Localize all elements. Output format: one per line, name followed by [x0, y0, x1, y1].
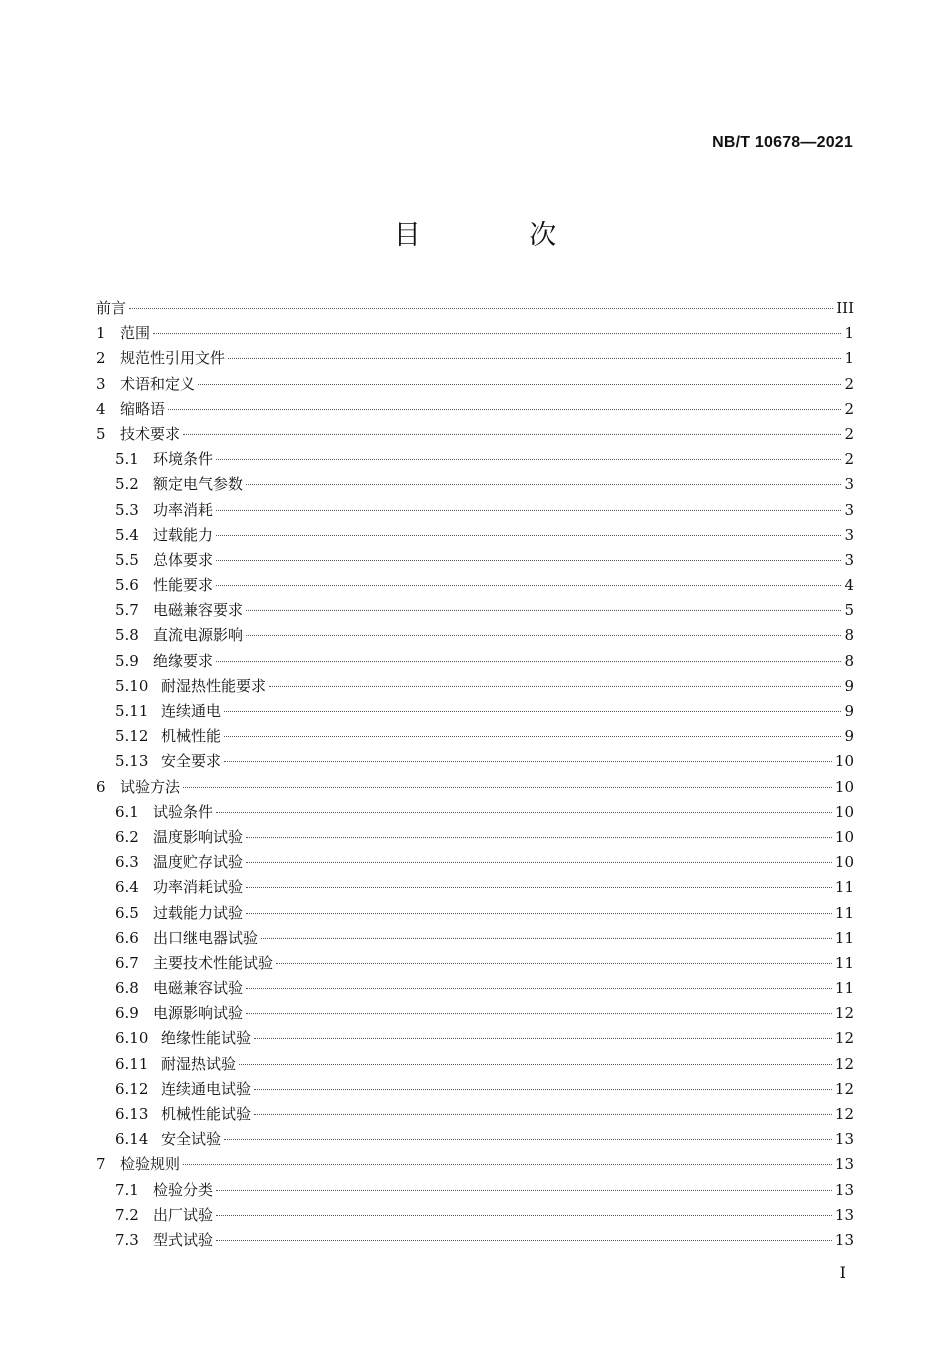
toc-entry[interactable] [96, 699, 854, 724]
toc-dot-leader [168, 409, 841, 410]
toc-entry-number: 5 [96, 424, 106, 443]
toc-entry[interactable] [96, 749, 854, 774]
toc-entry-number: 6.9 [115, 1004, 139, 1023]
toc-dot-leader [153, 333, 841, 334]
toc-entry-page: 2 [844, 450, 854, 469]
toc-entry[interactable] [96, 573, 854, 598]
toc-entry-page: 12 [834, 1079, 854, 1098]
toc-entry[interactable] [96, 397, 854, 422]
toc-entry-page: 10 [834, 802, 854, 821]
toc-entry-page: 11 [834, 928, 854, 947]
toc-entry-page: III [836, 299, 854, 317]
toc-dot-leader [129, 308, 833, 309]
toc-entry-label: 过载能力试验 [153, 903, 244, 922]
toc-entry[interactable] [96, 498, 854, 523]
toc-dot-leader [239, 1064, 832, 1065]
toc-entry-label: 绝缘性能试验 [161, 1029, 252, 1048]
toc-entry-number: 6.3 [115, 853, 139, 872]
toc-entry-page: 2 [844, 374, 854, 393]
toc-entry[interactable] [96, 321, 854, 346]
toc-entry-page: 13 [834, 1155, 854, 1174]
toc-entry[interactable] [96, 1127, 854, 1152]
toc-entry[interactable] [96, 775, 854, 800]
toc-entry-number: 6.12 [115, 1079, 149, 1098]
toc-dot-leader [224, 761, 832, 762]
toc-entry-label: 安全要求 [161, 752, 222, 771]
toc-entry-page: 3 [844, 475, 854, 494]
toc-entry-page: 5 [844, 601, 854, 620]
toc-entry-number: 5.6 [115, 576, 139, 595]
toc-entry[interactable] [96, 1026, 854, 1051]
toc-entry[interactable] [96, 296, 854, 321]
toc-entry-label: 检验分类 [153, 1180, 214, 1199]
toc-entry-label: 电磁兼容试验 [153, 979, 244, 998]
toc-entry-number: 6.13 [115, 1105, 149, 1123]
toc-entry-page: 3 [844, 500, 854, 519]
toc-dot-leader [246, 862, 832, 863]
toc-entry-page: 10 [834, 853, 854, 872]
toc-entry-label: 耐湿热试验 [161, 1054, 237, 1073]
toc-entry-label: 机械性能 [161, 727, 222, 746]
toc-dot-leader [216, 510, 841, 511]
toc-entry-page: 2 [844, 399, 854, 418]
toc-dot-leader [183, 434, 841, 435]
toc-entry-number: 5.12 [115, 727, 149, 746]
toc-dot-leader [183, 787, 832, 788]
toc-dot-leader [254, 1114, 832, 1115]
toc-entry-page: 10 [834, 752, 854, 771]
toc-entry-page: 11 [834, 903, 854, 922]
toc-entry-page: 8 [844, 651, 854, 670]
toc-dot-leader [224, 711, 841, 712]
toc-entry-page: 9 [844, 702, 854, 720]
toc-entry[interactable] [96, 1152, 854, 1177]
toc-dot-leader [246, 837, 832, 838]
toc-entry-page: 13 [834, 1230, 854, 1249]
toc-entry[interactable] [96, 976, 854, 1001]
toc-entry-page: 2 [844, 424, 854, 443]
toc-entry[interactable] [96, 1001, 854, 1026]
toc-dot-leader [254, 1089, 832, 1090]
toc-dot-leader [216, 1240, 832, 1241]
toc-entry[interactable] [96, 800, 854, 825]
toc-entry-page: 12 [834, 1105, 854, 1123]
toc-dot-leader [246, 484, 841, 485]
toc-entry-page: 1 [844, 349, 854, 368]
toc-entry-label: 连续通电试验 [161, 1079, 252, 1098]
toc-entry-page: 10 [834, 777, 854, 796]
toc-entry-label: 连续通电 [161, 702, 222, 720]
toc-entry-number: 6.4 [115, 878, 139, 897]
toc-entry-page: 13 [834, 1180, 854, 1199]
toc-dot-leader [216, 535, 841, 536]
toc-entry-label: 缩略语 [120, 399, 166, 418]
toc-dot-leader [216, 459, 841, 460]
toc-dot-leader [261, 938, 832, 939]
toc-entry[interactable] [96, 1077, 854, 1102]
toc-entry[interactable] [96, 1228, 854, 1253]
toc-entry-number: 4 [96, 399, 106, 418]
toc-entry-label: 试验条件 [153, 802, 214, 821]
toc-dot-leader [216, 1190, 832, 1191]
toc-entry-number: 1 [96, 324, 106, 343]
toc-entry-number: 6.14 [115, 1130, 149, 1149]
toc-entry-label: 耐湿热性能要求 [161, 676, 267, 695]
toc-dot-leader [224, 1139, 832, 1140]
toc-entry-label: 型式试验 [153, 1230, 214, 1249]
toc-entry[interactable] [96, 598, 854, 623]
toc-entry[interactable] [96, 472, 854, 497]
toc-entry-page: 9 [844, 676, 854, 695]
toc-entry-label: 额定电气参数 [153, 475, 244, 494]
toc-entry[interactable] [96, 372, 854, 397]
toc-entry-number: 5.3 [115, 500, 139, 519]
toc-dot-leader [269, 686, 841, 687]
toc-dot-leader [198, 384, 841, 385]
toc-entry-number: 5.5 [115, 550, 139, 569]
toc-entry-page: 10 [834, 827, 854, 846]
toc-entry-label: 机械性能试验 [161, 1105, 252, 1123]
toc-entry-page: 4 [844, 576, 854, 595]
toc-entry[interactable] [96, 926, 854, 951]
toc-dot-leader [246, 913, 832, 914]
toc-entry-page: 3 [844, 550, 854, 569]
toc-dot-leader [216, 661, 841, 662]
page-title: 目 次 [393, 220, 607, 251]
toc-entry-number: 6.7 [115, 953, 139, 972]
toc-entry-label: 直流电源影响 [153, 626, 244, 645]
toc-dot-leader [216, 812, 832, 813]
toc-entry-page: 13 [834, 1130, 854, 1149]
toc-entry-number: 5.4 [115, 525, 139, 544]
toc-entry-label: 试验方法 [120, 777, 181, 796]
standard-code: NB/T 10678—2021 [712, 134, 853, 151]
toc-dot-leader [246, 1013, 832, 1014]
toc-entry-number: 6.8 [115, 979, 139, 998]
toc-entry[interactable] [96, 674, 854, 699]
toc-dot-leader [216, 1215, 832, 1216]
toc-entry-number: 7.2 [115, 1205, 139, 1224]
toc-dot-leader [276, 963, 832, 964]
toc-entry-number: 3 [96, 374, 106, 393]
toc-entry-page: 12 [834, 1054, 854, 1073]
toc-entry[interactable] [96, 447, 854, 472]
toc-entry[interactable] [96, 649, 854, 674]
toc-entry-number: 5.1 [115, 450, 139, 469]
toc-entry-label: 前言 [96, 299, 127, 317]
toc-entry-label: 电磁兼容要求 [153, 601, 244, 620]
toc-dot-leader [254, 1038, 832, 1039]
toc-entry-label: 电源影响试验 [153, 1004, 244, 1023]
toc-entry-page: 11 [834, 953, 854, 972]
toc-entry-number: 5.10 [115, 676, 149, 695]
toc-entry-label: 技术要求 [120, 424, 181, 443]
toc-entry-page: 12 [834, 1004, 854, 1023]
toc-entry-label: 规范性引用文件 [120, 349, 226, 368]
toc-entry[interactable] [96, 346, 854, 371]
toc-entry-label: 过载能力 [153, 525, 214, 544]
toc-dot-leader [246, 887, 832, 888]
toc-entry[interactable] [96, 1102, 854, 1127]
toc-entry[interactable] [96, 1052, 854, 1077]
toc-entry-number: 6.10 [115, 1029, 149, 1048]
toc-dot-leader [216, 560, 841, 561]
toc-entry-number: 5.11 [115, 702, 149, 720]
toc-entry-number: 6.2 [115, 827, 139, 846]
toc-entry-number: 6.6 [115, 928, 139, 947]
toc-entry-label: 安全试验 [161, 1130, 222, 1149]
toc-dot-leader [224, 736, 841, 737]
toc-entry-label: 出口继电器试验 [153, 928, 259, 947]
toc-entry-page: 11 [834, 979, 854, 998]
toc-entry-page: 8 [844, 626, 854, 645]
toc-entry-label: 绝缘要求 [153, 651, 214, 670]
toc-entry[interactable] [96, 1178, 854, 1203]
toc-entry-label: 功率消耗 [153, 500, 214, 519]
toc-entry-label: 功率消耗试验 [153, 878, 244, 897]
toc-entry-page: 9 [844, 727, 854, 746]
toc-entry-number: 7.1 [115, 1180, 139, 1199]
toc-entry[interactable] [96, 724, 854, 749]
toc-entry[interactable] [96, 850, 854, 875]
toc-dot-leader [246, 610, 841, 611]
toc-entry-page: 12 [834, 1029, 854, 1048]
toc-entry[interactable] [96, 901, 854, 926]
toc-entry-label: 主要技术性能试验 [153, 953, 274, 972]
toc-entry-number: 7.3 [115, 1230, 139, 1249]
toc-entry-label: 术语和定义 [120, 374, 196, 393]
toc-entry-number: 6.5 [115, 903, 139, 922]
toc-entry[interactable] [96, 825, 854, 850]
toc-entry-label: 出厂试验 [153, 1205, 214, 1224]
toc-entry-number: 6.11 [115, 1054, 149, 1073]
toc-entry-number: 7 [96, 1155, 106, 1174]
toc-entry-number: 5.2 [115, 475, 139, 494]
toc-entry-page: 13 [834, 1205, 854, 1224]
toc-dot-leader [183, 1164, 832, 1165]
toc-entry[interactable] [96, 875, 854, 900]
toc-dot-leader [246, 635, 841, 636]
toc-entry-number: 5.13 [115, 752, 149, 771]
toc-entry-page: 1 [844, 324, 854, 343]
toc-entry-number: 5.8 [115, 626, 139, 645]
toc-entry-page: 3 [844, 525, 854, 544]
toc-dot-leader [228, 358, 841, 359]
toc-entry-label: 总体要求 [153, 550, 214, 569]
toc-entry[interactable] [96, 951, 854, 976]
toc-entry-label: 性能要求 [153, 576, 214, 595]
toc-entry-page: 11 [834, 878, 854, 897]
toc-entry[interactable] [96, 422, 854, 447]
page-number: I [839, 1263, 846, 1282]
toc-entry-label: 环境条件 [153, 450, 214, 469]
toc-entry-number: 5.9 [115, 651, 139, 670]
toc-entry-label: 温度贮存试验 [153, 853, 244, 872]
table-of-contents [96, 296, 854, 1253]
toc-entry-label: 温度影响试验 [153, 827, 244, 846]
toc-entry-number: 5.7 [115, 601, 139, 620]
toc-entry-label: 检验规则 [120, 1155, 181, 1174]
toc-entry-number: 6 [96, 777, 106, 796]
toc-entry[interactable] [96, 623, 854, 648]
toc-dot-leader [216, 585, 841, 586]
toc-entry[interactable] [96, 548, 854, 573]
toc-entry-label: 范围 [120, 324, 151, 343]
toc-dot-leader [246, 988, 832, 989]
toc-entry-number: 6.1 [115, 802, 139, 821]
toc-entry[interactable] [96, 1203, 854, 1228]
toc-entry-number: 2 [96, 349, 106, 368]
toc-entry[interactable] [96, 523, 854, 548]
